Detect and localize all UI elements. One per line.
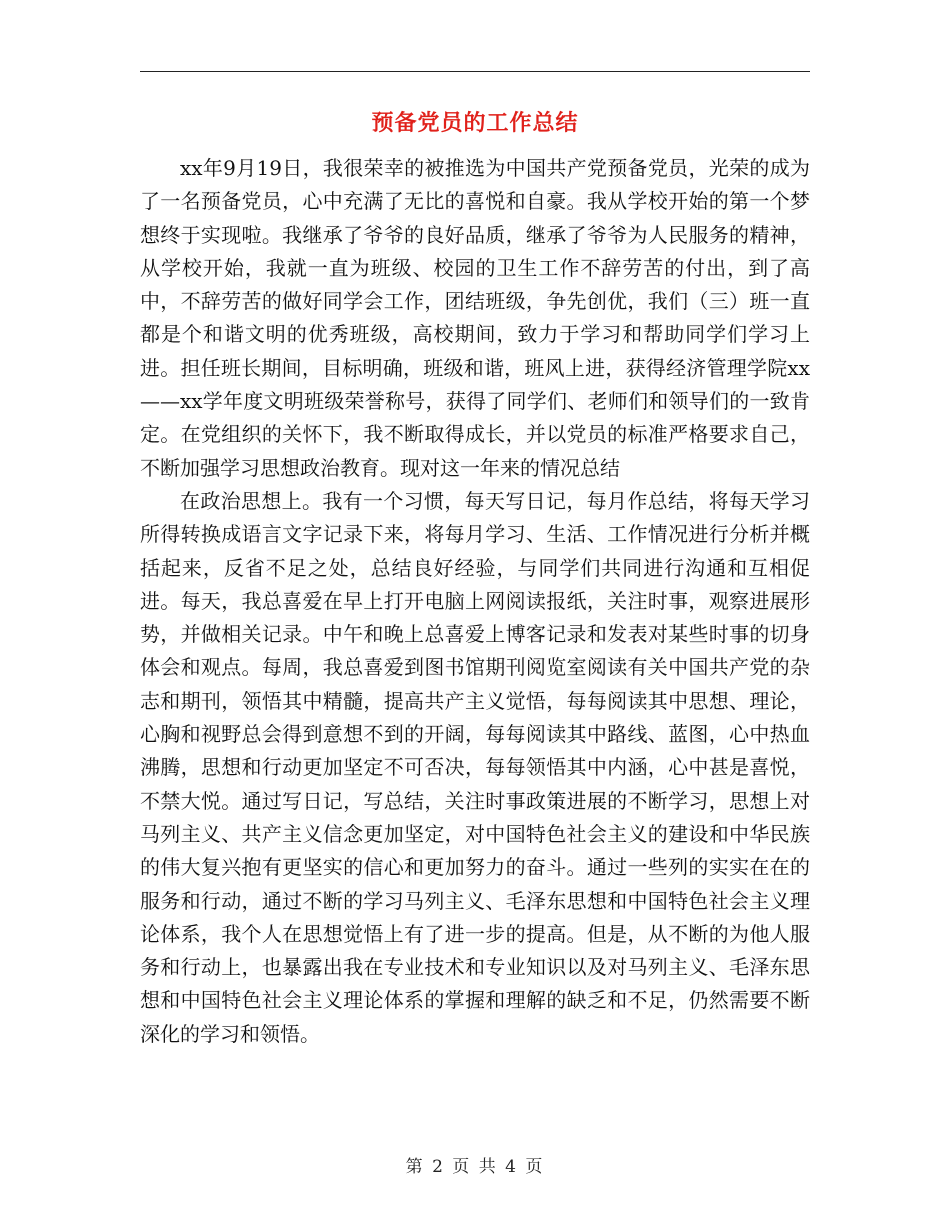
document-body bbox=[140, 152, 810, 1051]
document-title: 预备党员的工作总结 bbox=[371, 111, 579, 136]
page-footer: 第 2 页 共 4 页 bbox=[405, 1157, 545, 1177]
paragraph-intro: xx年9月19日，我很荣幸的被推选为中国共产党预备党员，光荣的成为了一名预备党员，心中充满了无比的喜悦和自豪。我从学校开始的第一个梦想终于实现啦。我继承了爷爷的良好品质，继承了爷爷为人民服务的精神，从学校开始，我就一直为班级、校园的卫生工作不辞劳苦的付出，到了高中，不辞劳苦的做好同学会工作，团结班级，争先创优，我们（三）班一直都是个和谐文明的优秀班级，高校期间，致力于学习和帮助同学们学习上进。担任班长期间，目标明确，班级和谐，班风上进，获得经济管理学院xx——xx学年度文明班级荣誉称号，获得了同学们、老师们和领导们的一致肯定。在党组织的关怀下，我不断取得成长，并以党员的标准严格要求自己，不断加强学习思想政治教育。现对这一年来的情况总结 bbox=[140, 156, 810, 480]
paragraph-political-thought: 在政治思想上。我有一个习惯，每天写日记，每月作总结，将每天学习所得转换成语言文字记录下来，将每月学习、生活、工作情况进行分析并概括起来，反省不足之处，总结良好经验，与同学们共同进行沟通和互相促进。每天，我总喜爱在早上打开电脑上网阅读报纸，关注时事，观察进展形势，并做相关记录。中午和晚上总喜爱上博客记录和发表对某些时事的切身体会和观点。每周，我总喜爱到图书馆期刊阅览室阅读有关中国共产党的杂志和期刊，领悟其中精髓，提高共产主义觉悟，每每阅读其中思想、理论，心胸和视野总会得到意想不到的开阔，每每阅读其中路线、蓝图，心中热血沸腾，思想和行动更加坚定不可否决，每每领悟其中内涵，心中甚是喜悦，不禁大悦。通过写日记，写总结，关注时事政策进展的不断学习，思想上对马列主义、共产主义信念更加坚定，对中国特色社会主义的建设和中华民族的伟大复兴抱有更坚实的信心和更加努力的奋斗。通过一些列的实实在在的服务和行动，通过不断的学习马列主义、毛泽东思想和中国特色社会主义理论体系，我个人在思想觉悟上有了进一步的提高。但是，从不断的为他人服务和行动上，也暴露出我在专业技术和专业知识以及对马列主义、毛泽东思想和中国特色社会主义理论体系的掌握和理解的缺乏和不足，仍然需要不断深化的学习和领悟。 bbox=[140, 488, 810, 1046]
header-rule bbox=[140, 71, 810, 72]
